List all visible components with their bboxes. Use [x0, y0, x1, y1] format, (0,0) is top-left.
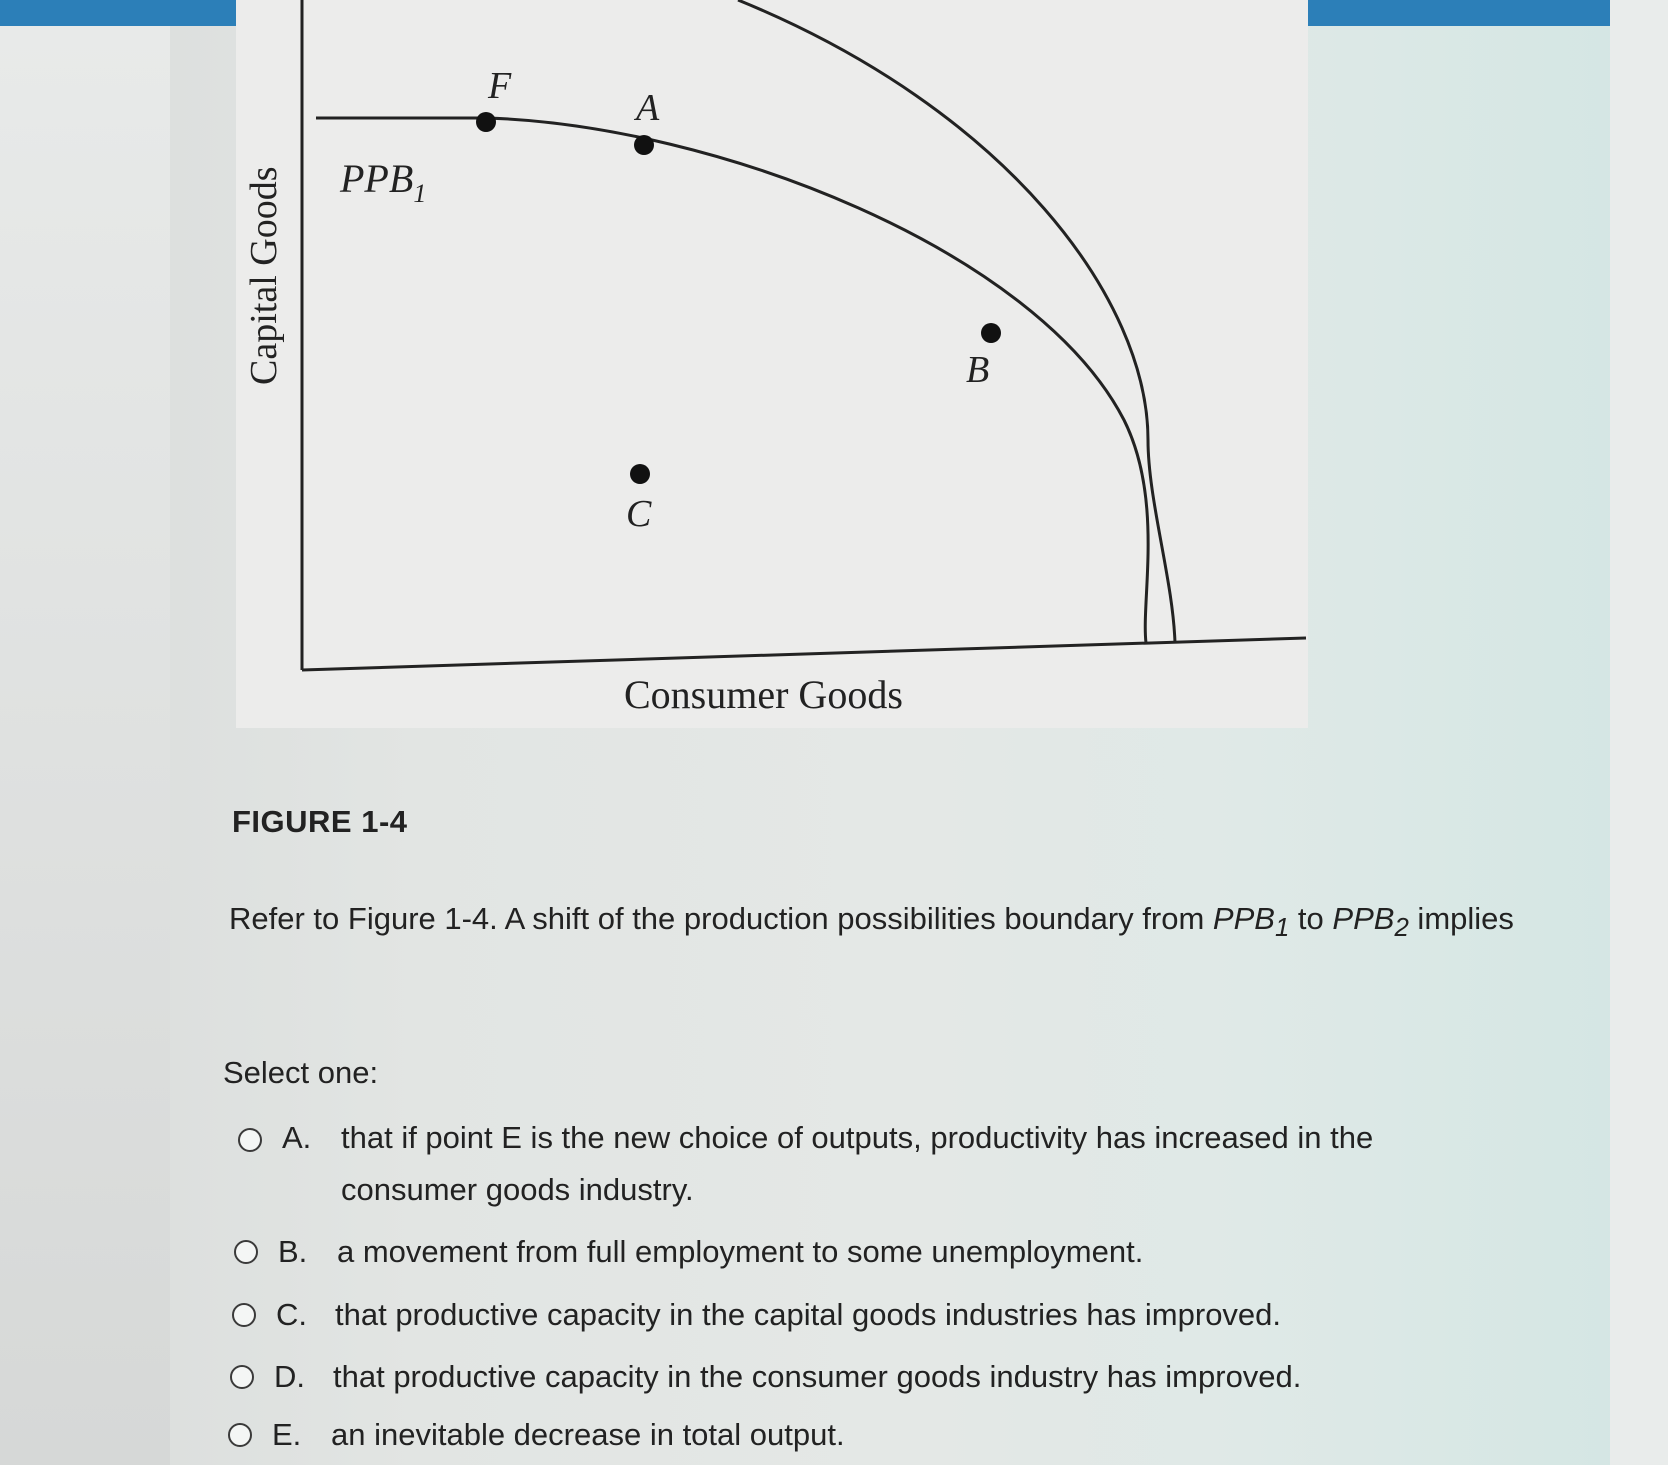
option-a-text: that if point E is the new choice of outputs, productivity has increased in the consumer goods industry.	[341, 1120, 1374, 1207]
y-axis-label: Capital Goods	[243, 166, 285, 385]
option-c-letter: C.	[276, 1297, 307, 1332]
option-d-radio[interactable]	[230, 1365, 254, 1389]
figure-caption: FIGURE 1-4	[232, 804, 408, 839]
option-b[interactable]	[234, 1226, 1494, 1278]
question-text	[229, 888, 1529, 959]
option-b-radio[interactable]	[234, 1240, 258, 1264]
x-axis-label: Consumer Goods	[624, 672, 903, 717]
option-e-letter: E.	[272, 1417, 302, 1452]
point-c-label: C	[626, 493, 652, 535]
option-c[interactable]	[232, 1289, 1492, 1341]
option-a-letter: A.	[282, 1120, 312, 1155]
question-text-end: implies	[1408, 901, 1514, 936]
select-prompt: Select one:	[223, 1055, 379, 1090]
question-connector: to	[1289, 901, 1333, 936]
point-a-label: A	[636, 87, 660, 129]
option-d-letter: D.	[274, 1359, 305, 1394]
option-a[interactable]	[238, 1112, 1498, 1222]
point-f-label: F	[488, 65, 512, 107]
option-e-text: an inevitable decrease in total output.	[331, 1417, 845, 1452]
option-b-letter: B.	[278, 1234, 308, 1269]
option-d[interactable]	[230, 1351, 1490, 1403]
option-a-radio[interactable]	[238, 1128, 262, 1152]
option-e-radio[interactable]	[228, 1423, 252, 1447]
option-c-radio[interactable]	[232, 1303, 256, 1327]
option-e[interactable]	[228, 1409, 1488, 1461]
option-b-text: a movement from full employment to some unemployment.	[337, 1234, 1144, 1269]
ppb1-ref: $PPB_1$	[1212, 901, 1290, 943]
ppb1-label: $PPB_1$	[340, 156, 427, 208]
option-d-text: that productive capacity in the consumer goods industry has improved.	[333, 1359, 1302, 1394]
option-c-text: that productive capacity in the capital goods industries has improved.	[335, 1297, 1282, 1332]
point-b-label: B	[966, 349, 990, 391]
question-text-start: Refer to Figure 1-4. A shift of the production possibilities boundary from	[229, 901, 1213, 936]
ppb2-ref: $PPB_2$	[1332, 901, 1409, 943]
